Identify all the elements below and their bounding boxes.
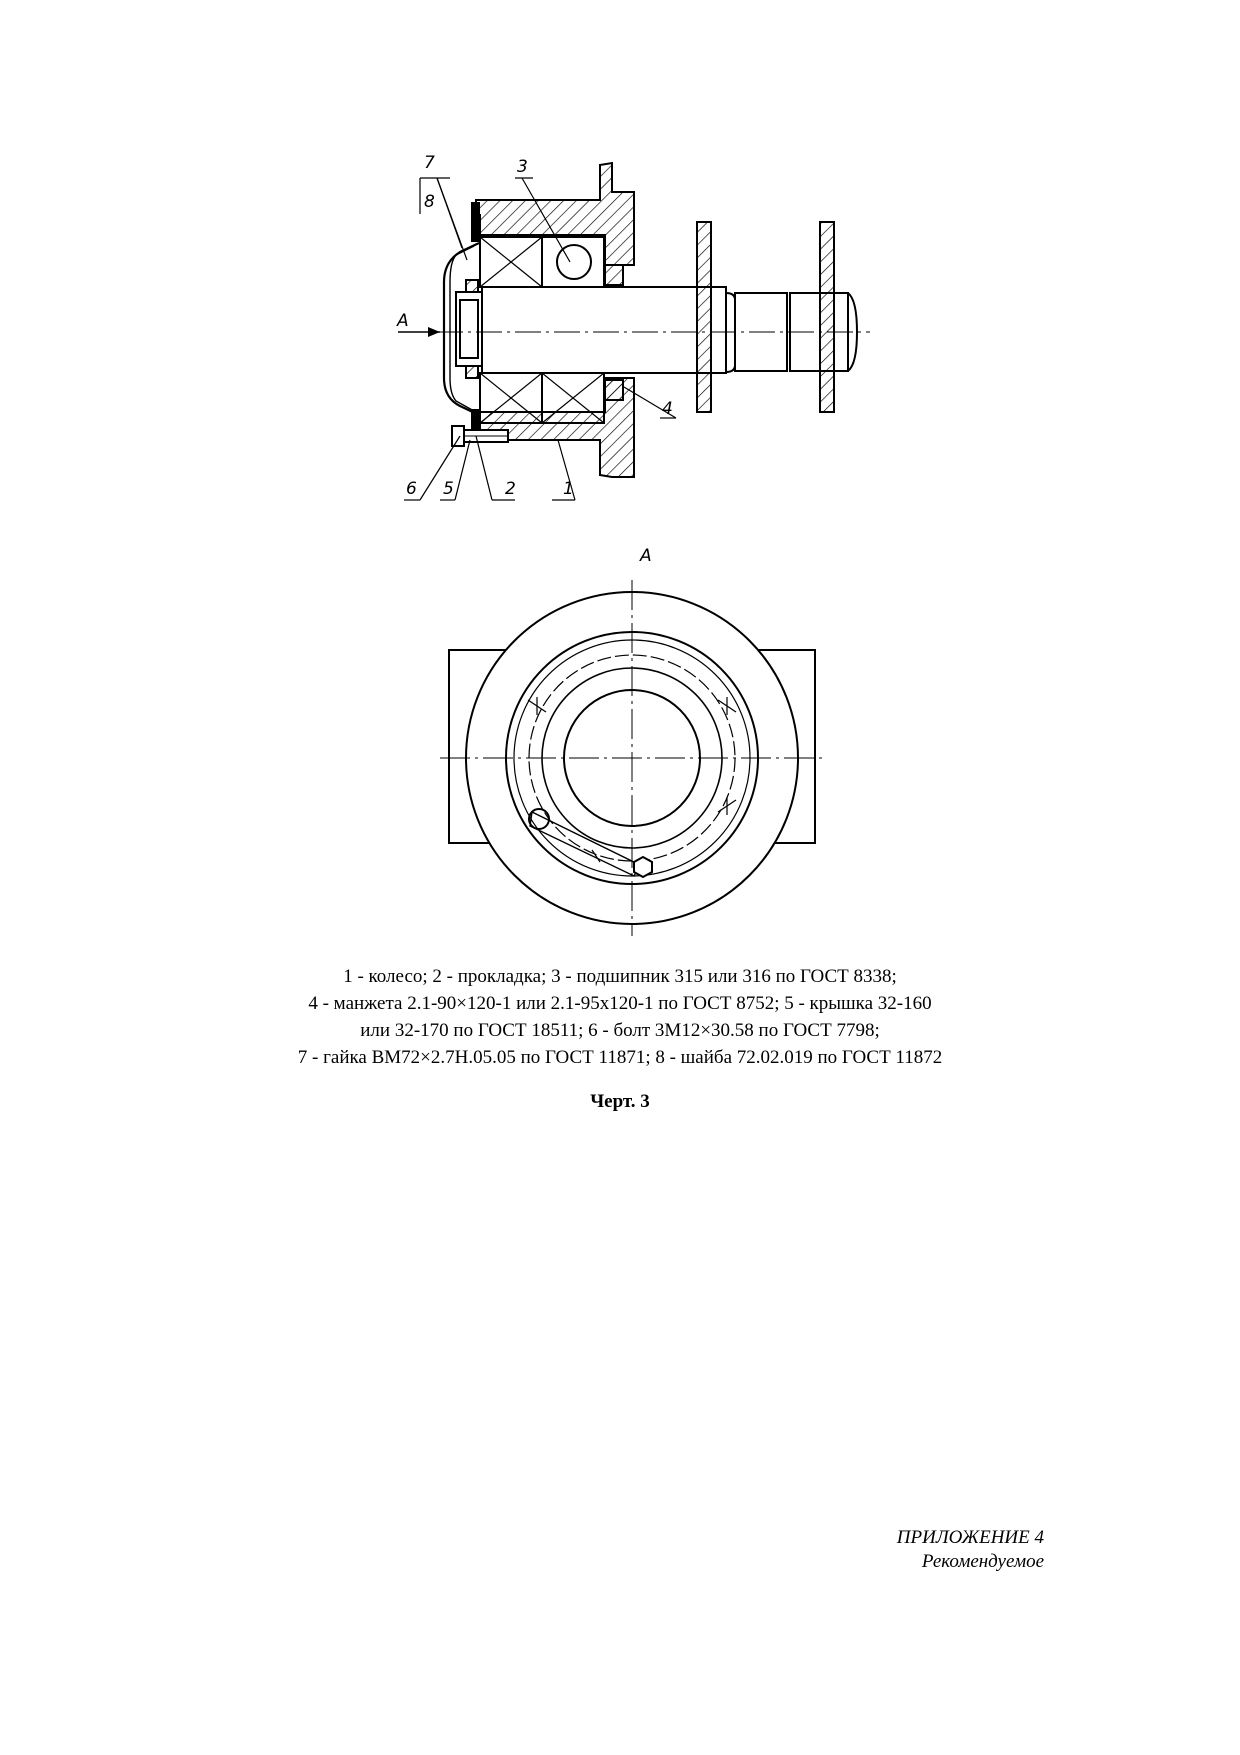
caption-line: 1 - колесо; 2 - прокладка; 3 - подшипник 315 или 316 по ГОСТ 8338; (343, 966, 897, 987)
appendix-heading (897, 1526, 1044, 1574)
seal-upper (605, 265, 623, 285)
section-view (398, 163, 870, 500)
view-arrow-label: A (397, 311, 409, 331)
label-3: 3 (517, 157, 528, 177)
bolt-hex (634, 857, 652, 877)
figure-caption (220, 963, 1020, 1071)
label-4: 4 (662, 399, 673, 419)
wheel-left (697, 222, 711, 412)
figure-title: Черт. 3 (590, 1091, 650, 1112)
shaft (482, 287, 726, 373)
caption-line: 4 - манжета 2.1-90×120-1 или 2.1-95х120-1 по ГОСТ 8752; 5 - крышка 32-160 (308, 993, 932, 1014)
wheel-right (820, 222, 834, 412)
view-a (440, 580, 824, 936)
appendix-subtitle: Рекомендуемое (921, 1551, 1044, 1572)
view-arrow-head (428, 327, 440, 337)
caption-line: или 32-170 по ГОСТ 18511; 6 - болт 3М12×30.58 по ГОСТ 7798; (360, 1020, 880, 1041)
appendix-title: ПРИЛОЖЕНИЕ 4 (896, 1527, 1044, 1548)
view-title: A (640, 546, 652, 566)
caption-line: 7 - гайка ВМ72×2.7Н.05.05 по ГОСТ 11871; 8 - шайба 72.02.019 по ГОСТ 11872 (297, 1047, 943, 1068)
label-8: 8 (424, 192, 435, 212)
gasket-upper (472, 203, 479, 241)
label-6: 6 (406, 479, 417, 499)
shaft-step (726, 287, 735, 372)
label-1: 1 (563, 479, 574, 499)
hub-upper (476, 163, 634, 265)
bearing-ball (557, 245, 591, 279)
label-5: 5 (443, 479, 454, 499)
seal-lower (605, 380, 623, 400)
label-2: 2 (505, 479, 516, 499)
label-7: 7 (424, 153, 435, 173)
